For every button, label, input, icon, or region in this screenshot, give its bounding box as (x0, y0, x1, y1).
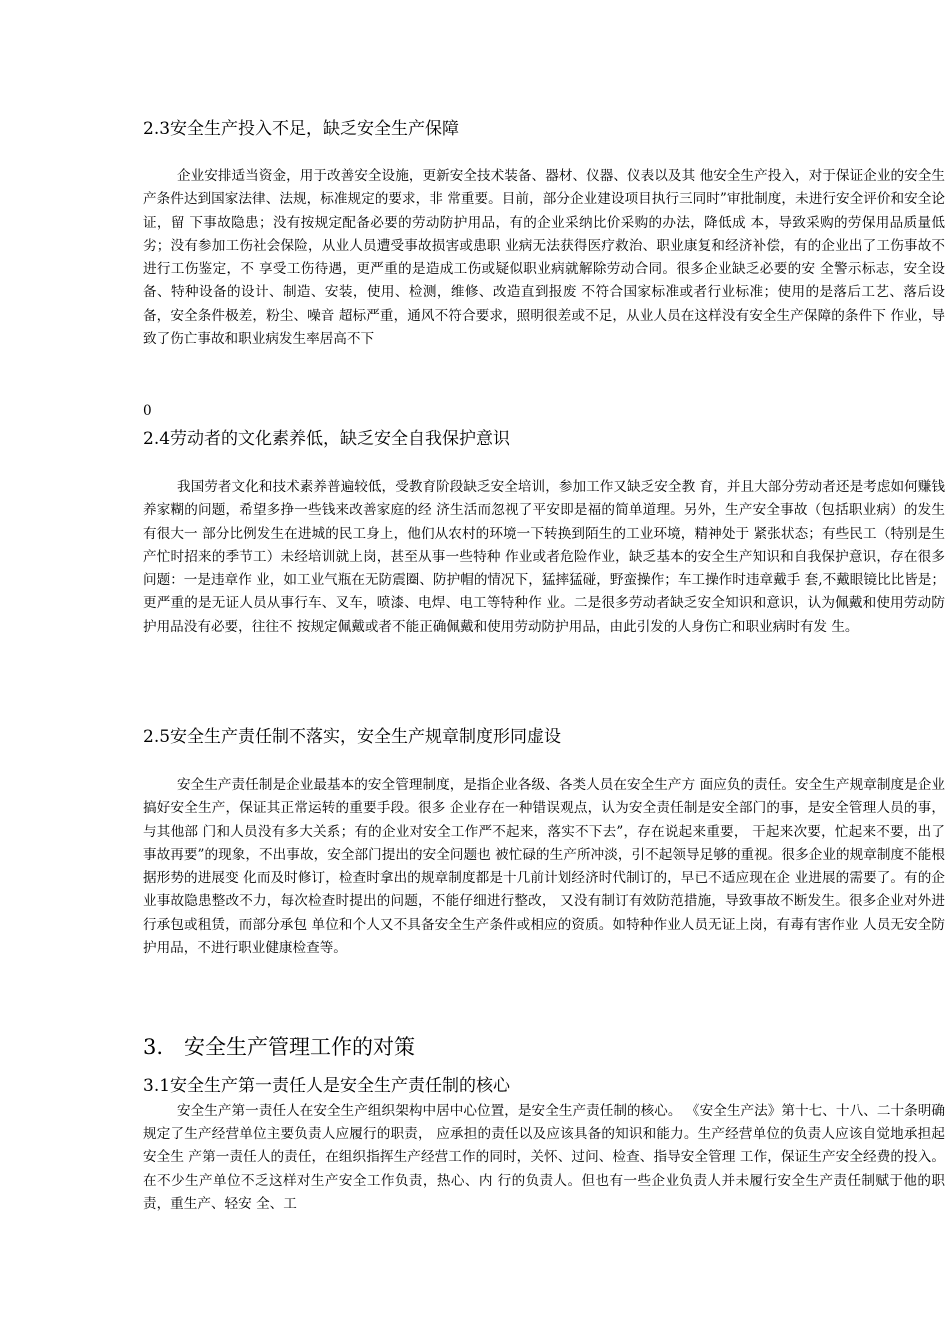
section-2-4-heading: 2.4劳动者的文化素养低，缺乏安全自我保护意识 (143, 429, 511, 449)
section-2-5-paragraph: 安全生产责任制是企业最基本的安全管理制度，是指企业各级、各类人员在安全生产方 面应负的责任。安全生产规章制度是企业搞好安全生产，保证其正常运转的重要手段。很多 企业存在一种错误观点，认为安全责任制是安全部门的事，是安全管理人员的事，与其他部 门和人员没有多大关系；有的企业对安全工作严不起来，落实不下去”，存在说起来重要， 干起来次要，忙起来不要，出了事故再要”的现象，不出事故，安全部门提出的安全问题也 被忙碌的生产所冲淡，引不起领导足够的重视。很多企业的规章制度不能根据形势的进展变 化而及时修订，检查时拿出的规章制度都是十几前计划经济时代制订的，早已不适应现在企 业进展的需要了。有的企业事故隐患整改不力，每次检查时提出的问题，不能仔细进行整改， 又没有制订有效防范措施，导致事故不断发生。很多企业对外进行承包或租赁，而部分承包 单位和个人又不具备安全生产条件或相应的资质。如特种作业人员无证上岗，有毒有害作业 人员无安全防护用品，不进行职业健康检查等。 (143, 777, 945, 957)
section-3-1-heading: 3.1安全生产第一责任人是安全生产责任制的核心 (143, 1076, 511, 1096)
section-2-3-paragraph: 企业安排适当资金，用于改善安全设施，更新安全技术装备、器材、仪器、仪表以及其 他安全生产投入，对于保证企业的安全生产条件达到国家法律、法规，标准规定的要求，非 常重要。目前，部分企业建设项目执行三同时”审批制度，未进行安全评价和安全论证，留 下事故隐患；没有按规定配备必要的劳动防护用品，有的企业采纳比价采购的办法，降低成 本，导致采购的劳保用品质量低劣；没有参加工伤社会保险，从业人员遭受事故损害或患职 业病无法获得医疗救治、职业康复和经济补偿，有的企业出了工伤事故不进行工伤鉴定，不 享受工伤待遇，更严重的是造成工伤或疑似职业病就解除劳动合同。很多企业缺乏必要的安 全警示标志，安全设备、特种设备的设计、制造、安装，使用、检测，维修、改造直到报废 不符合国家标准或者行业标准；使用的是落后工艺、落后设备，安全条件极差，粉尘、噪音 超标严重，通风不符合要求，照明很差或不足，从业人员在这样没有安全生产保障的条件下 作业，导致了伤亡事故和职业病发生率居高不下 (143, 168, 945, 348)
section-2-4-paragraph: 我国劳者文化和技术素养普遍较低，受教育阶段缺乏安全培训，参加工作又缺乏安全教 育，并且大部分劳动者还是考虑如何赚钱养家糊的问题，希望多挣一些钱来改善家庭的经 济生活而忽视了平安即是福的简单道理。另外，生产安全事故（包括职业病）的发生有很大一 部分比例发生在进城的民工身上，他们从农村的环境一下转换到陌生的工业环境，精神处于 紧张状态；有些民工（特别是生产忙时招来的季节工）未经培训就上岗，甚至从事一些特种 作业或者危险作业，缺乏基本的安全生产知识和自我保护意识，存在很多问题：一是违章作 业，如工业气瓶在无防震圈、防护帽的情况下，猛摔猛碰，野蛮操作；车工操作时违章戴手 套,不戴眼镜比比皆是；更严重的是无证人员从事行车、叉车，喷漆、电焊、电工等特种作 业。二是很多劳动者缺乏安全知识和意识，认为佩戴和使用劳动防护用品没有必要，往往不 按规定佩戴或者不能正确佩戴和使用劳动防护用品，由此引发的人身伤亡和职业病时有发 生。 (143, 479, 945, 635)
section-2-5-heading: 2.5安全生产责任制不落实，安全生产规章制度形同虚设 (143, 727, 562, 747)
section-3-heading: 3. 安全生产管理工作的对策 (143, 1035, 416, 1059)
section-3-1-paragraph: 安全生产第一责任人在安全生产组织架构中居中心位置，是安全生产责任制的核心。 《安全生产法》第十七、十八、二十条明确规定了生产经营单位主要负责人应履行的职责， 应承担的责任以及应该具备的知识和能力。生产经营单位的负责人应该自觉地承担起安全生 产第一责任人的责任，在组织指挥生产经营工作的同时，关怀、过问、检查、指导安全管理 工作，保证生产安全经费的投入。在不少生产单位不乏这样对生产安全工作负责，热心、内 行的负责人。但也有一些企业负责人并未履行安全生产责任制赋于他的职责，重生产、轻安 全、工 (143, 1103, 945, 1212)
stray-character: 0 (143, 403, 152, 419)
section-2-3-heading: 2.3安全生产投入不足，缺乏安全生产保障 (143, 119, 460, 139)
